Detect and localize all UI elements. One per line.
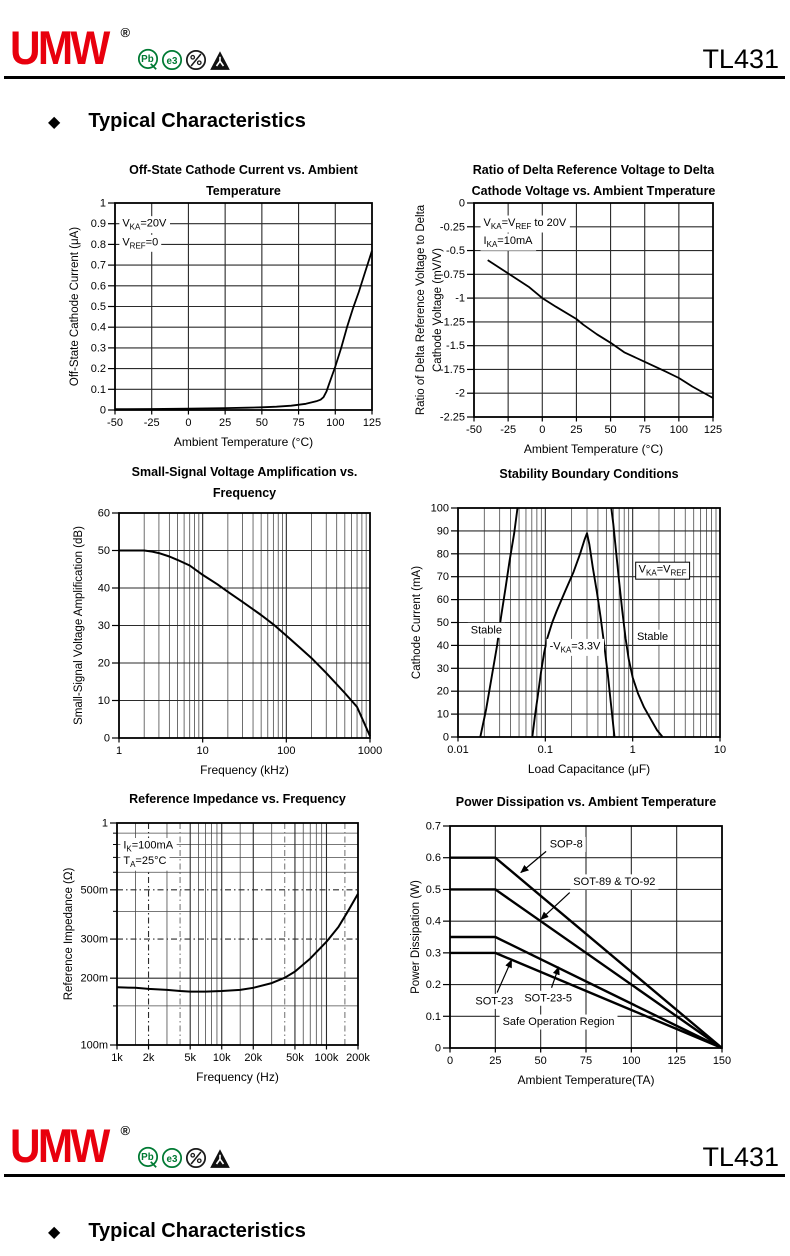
x-tick-label: 0.1 (537, 744, 553, 756)
chart-title: Ratio of Delta Reference Voltage to Delta (472, 163, 715, 177)
footer-rule (4, 1174, 785, 1177)
y-tick-label: 0 (442, 731, 449, 744)
chart-title: Frequency (212, 486, 277, 500)
annotation-label: SOT-23-5 (524, 992, 573, 1005)
x-tick-label: 75 (579, 1055, 593, 1067)
y-tick-label: 10 (97, 695, 110, 707)
halogen-free-icon (185, 48, 207, 72)
footer-cert-icons (137, 1146, 231, 1170)
part-number: TL431 (702, 44, 779, 74)
annotation-label: SOT-23 (475, 995, 514, 1008)
x-tick-label: 200k (346, 1052, 370, 1064)
x-axis-label: Load Capacitance (μF) (527, 762, 651, 776)
x-tick-label: 2k (142, 1052, 155, 1064)
next-section-heading (48, 1220, 306, 1243)
power-dissipation-plot (400, 790, 752, 1095)
chart-title: Temperature (206, 184, 281, 198)
chart-delta-ratio (406, 158, 758, 465)
y-tick-label: 0.6 (90, 280, 106, 293)
chart-power-dissipation (400, 790, 752, 1100)
y-tick-label: -1.25 (439, 316, 465, 329)
x-tick-label: 1 (115, 745, 123, 757)
x-tick-label: 10 (713, 744, 727, 756)
umw-logo: UMW (10, 21, 108, 74)
x-tick-label: -25 (500, 424, 517, 436)
y-tick-label: 0 (99, 404, 106, 417)
y-tick-label: 0.4 (425, 915, 441, 928)
delta-ratio-plot (406, 158, 758, 460)
pb-free-icon (137, 1146, 159, 1170)
y-tick-label: 500m (80, 884, 108, 897)
annotation-label: $T_A=25^\circ C$ (123, 855, 167, 870)
x-tick-label: 125 (703, 424, 723, 436)
annotation-label: $-V_{KA}=3.3V$ (549, 640, 601, 655)
y-axis-label: Reference Impedance (Ω) (63, 867, 75, 1001)
x-tick-label: -50 (107, 417, 123, 429)
chart-title: Reference Impedance vs. Frequency (129, 792, 346, 806)
y-tick-label: 60 (97, 507, 110, 520)
grid (115, 203, 372, 410)
x-axis-label: Frequency (kHz) (200, 763, 289, 777)
x-tick-label: 20k (244, 1052, 263, 1064)
y-tick-label: -0.25 (439, 221, 465, 234)
x-tick-label: 150 (712, 1055, 732, 1067)
annotation-label: SOT-89 & TO-92 (573, 875, 656, 888)
chart-reference-impedance (48, 790, 380, 1095)
x-tick-label: -25 (143, 417, 160, 429)
series-small-signal-amplification (119, 551, 370, 737)
annotation-label: $I_{KA}=10mA$ (483, 235, 533, 250)
y-tick-label: 0.7 (90, 259, 106, 272)
x-tick-label: 0 (446, 1055, 454, 1067)
y-tick-label: 100 (430, 502, 449, 515)
header-rule (4, 76, 785, 79)
y-tick-label: 0.5 (90, 301, 106, 313)
y-tick-label: -0.75 (439, 268, 465, 281)
x-tick-label: 50 (604, 424, 617, 436)
y-tick-label: 80 (436, 548, 449, 561)
y-tick-label: 0.3 (425, 947, 441, 960)
next-section-title: Typical Characteristics (88, 1220, 306, 1242)
y-tick-label: 30 (436, 662, 449, 675)
x-tick-label: 25 (489, 1055, 502, 1067)
y-tick-label: 0.9 (90, 218, 106, 231)
x-tick-label: 50k (286, 1052, 304, 1064)
annotation-label: $V_{KA}=V_{REF}$ (638, 563, 687, 578)
y-tick-label: -1.75 (439, 363, 465, 376)
reference-impedance-plot (48, 790, 380, 1090)
series-vka-3v3-boundary (532, 533, 614, 737)
x-tick-label: 125 (667, 1055, 686, 1067)
annotation-label: Safe Operation Region (502, 1016, 615, 1029)
x-tick-label: 0 (185, 417, 192, 429)
annotation-arrow (497, 960, 512, 993)
chart-stability-boundary (400, 462, 742, 782)
annotation-label: $V_{KA}=V_{REF}$ to 20V (483, 217, 567, 232)
y-tick-label: 200m (80, 972, 108, 985)
header-cert-icons (137, 48, 231, 72)
x-tick-label: -50 (466, 424, 482, 436)
y-tick-label: 20 (97, 657, 110, 670)
stability-boundary-plot (400, 462, 742, 777)
x-tick-label: 1k (111, 1052, 123, 1064)
y-tick-label: -1 (455, 292, 465, 305)
y-tick-label: 0.2 (425, 979, 441, 992)
chart-off-state-current (48, 158, 390, 463)
y-axis-label: Off-State Cathode Current (μA) (69, 226, 81, 387)
svg-text:Pb: Pb (141, 54, 154, 66)
x-tick-label: 75 (638, 424, 651, 436)
annotation-label: $V_{REF}=0$ (122, 236, 159, 251)
x-axis-label: Frequency (Hz) (196, 1070, 279, 1084)
grid (119, 513, 370, 738)
y-tick-label: 70 (436, 571, 449, 584)
chart-title: Power Dissipation vs. Ambient Temperature (455, 795, 717, 809)
annotation-arrow (521, 851, 546, 872)
y-axis-label: Cathode Current (mA) (411, 565, 423, 680)
x-tick-label: 75 (292, 417, 305, 429)
x-tick-label: 10k (212, 1052, 231, 1064)
part-number: TL431 (702, 1142, 779, 1172)
chart-title: Stability Boundary Conditions (499, 467, 679, 481)
umw-logo: UMW (10, 1119, 108, 1172)
y-tick-label: -1.5 (446, 340, 465, 353)
x-tick-label: 10 (196, 745, 209, 757)
x-tick-label: 50 (534, 1055, 547, 1067)
annotation-label: $I_K=100mA$ (123, 839, 174, 854)
x-tick-label: 25 (570, 424, 583, 436)
esd-caution-icon (209, 48, 231, 72)
x-tick-label: 100 (277, 745, 296, 757)
y-tick-label: 50 (436, 617, 449, 629)
y-axis-label: Cathode Voltage (mV/V) (432, 247, 444, 373)
x-tick-label: 1 (629, 744, 636, 756)
x-tick-label: 100k (314, 1052, 339, 1064)
diamond-bullet-icon: ◆ (48, 1223, 61, 1241)
y-tick-label: 0 (434, 1042, 441, 1055)
chart-title: Small-Signal Voltage Amplification vs. (131, 465, 358, 479)
voltage-amplification-plot (50, 462, 392, 777)
y-tick-label: 0.1 (425, 1010, 441, 1023)
x-axis-label: Ambient Temperature (°C) (523, 442, 664, 456)
y-tick-label: 0 (458, 197, 465, 210)
y-tick-label: 10 (436, 708, 449, 721)
pb-free-icon (137, 48, 159, 72)
header-logo-block (10, 21, 131, 74)
registered-trademark-icon: ® (120, 1123, 131, 1138)
y-tick-label: 60 (436, 594, 449, 607)
y-tick-label: 100m (80, 1039, 108, 1052)
y-tick-label: -2.25 (439, 411, 465, 424)
y-tick-label: 0.2 (90, 363, 106, 376)
chart-voltage-amplification (50, 462, 392, 782)
annotation-label: SOP-8 (549, 838, 583, 851)
x-tick-label: 125 (362, 417, 382, 429)
svg-text:Pb: Pb (141, 1152, 154, 1164)
y-tick-label: 20 (436, 685, 449, 698)
y-axis-label: Small-Signal Voltage Amplification (dB) (73, 526, 85, 725)
halogen-free-icon (185, 1146, 207, 1170)
x-axis-label: Ambient Temperature(TA) (517, 1073, 655, 1087)
off-state-current-plot (48, 158, 390, 458)
y-tick-label: 0.8 (90, 238, 106, 251)
esd-caution-icon (209, 1146, 231, 1170)
x-tick-label: 0 (539, 424, 546, 436)
section-heading (48, 110, 306, 133)
annotation-label: Stable (470, 624, 502, 637)
x-axis-label: Ambient Temperature (°C) (173, 435, 314, 449)
y-tick-label: 0.1 (90, 383, 106, 396)
chart-title: Off-State Cathode Current vs. Ambient (129, 163, 358, 177)
x-tick-label: 100 (669, 424, 689, 436)
y-tick-label: 0.7 (425, 820, 441, 833)
x-tick-label: 5k (184, 1052, 197, 1064)
e3-icon (161, 48, 183, 72)
chart-title: Cathode Voltage vs. Ambient Tmperature (471, 184, 716, 198)
y-tick-label: 30 (97, 620, 110, 632)
y-tick-label: 40 (97, 582, 110, 595)
y-tick-label: 0.5 (425, 883, 441, 896)
y-axis-label: Power Dissipation (W) (410, 880, 422, 994)
y-tick-label: -2 (455, 387, 465, 400)
annotation-label: Stable (636, 631, 669, 644)
y-tick-label: 90 (436, 525, 449, 538)
x-tick-label: 100 (326, 417, 345, 429)
y-tick-label: 300m (80, 933, 108, 946)
y-tick-label: 1 (99, 197, 106, 210)
svg-text:e3: e3 (166, 55, 178, 67)
e3-icon (161, 1146, 183, 1170)
x-tick-label: 50 (255, 417, 268, 429)
y-axis-label: Ratio of Delta Reference Voltage to Delta (415, 204, 427, 416)
y-tick-label: 0.6 (425, 852, 441, 865)
y-tick-label: -0.5 (446, 245, 465, 258)
section-title: Typical Characteristics (88, 110, 306, 132)
x-tick-label: 100 (622, 1055, 641, 1067)
y-tick-label: 0.4 (90, 321, 106, 334)
y-tick-label: 0 (103, 732, 110, 745)
y-tick-label: 50 (97, 545, 110, 557)
y-tick-label: 40 (436, 639, 449, 652)
y-tick-label: 0.3 (90, 342, 106, 355)
x-tick-label: 0.01 (447, 744, 469, 756)
registered-trademark-icon: ® (120, 25, 131, 40)
diamond-bullet-icon: ◆ (48, 113, 61, 131)
x-tick-label: 1000 (357, 745, 383, 757)
svg-text:e3: e3 (166, 1153, 178, 1165)
footer-logo-block (10, 1119, 131, 1172)
annotation-label: $V_{KA}=20V$ (122, 217, 167, 232)
series-off-state-cathode-current (115, 251, 372, 410)
x-tick-label: 25 (219, 417, 232, 429)
y-tick-label: 1 (101, 817, 108, 830)
